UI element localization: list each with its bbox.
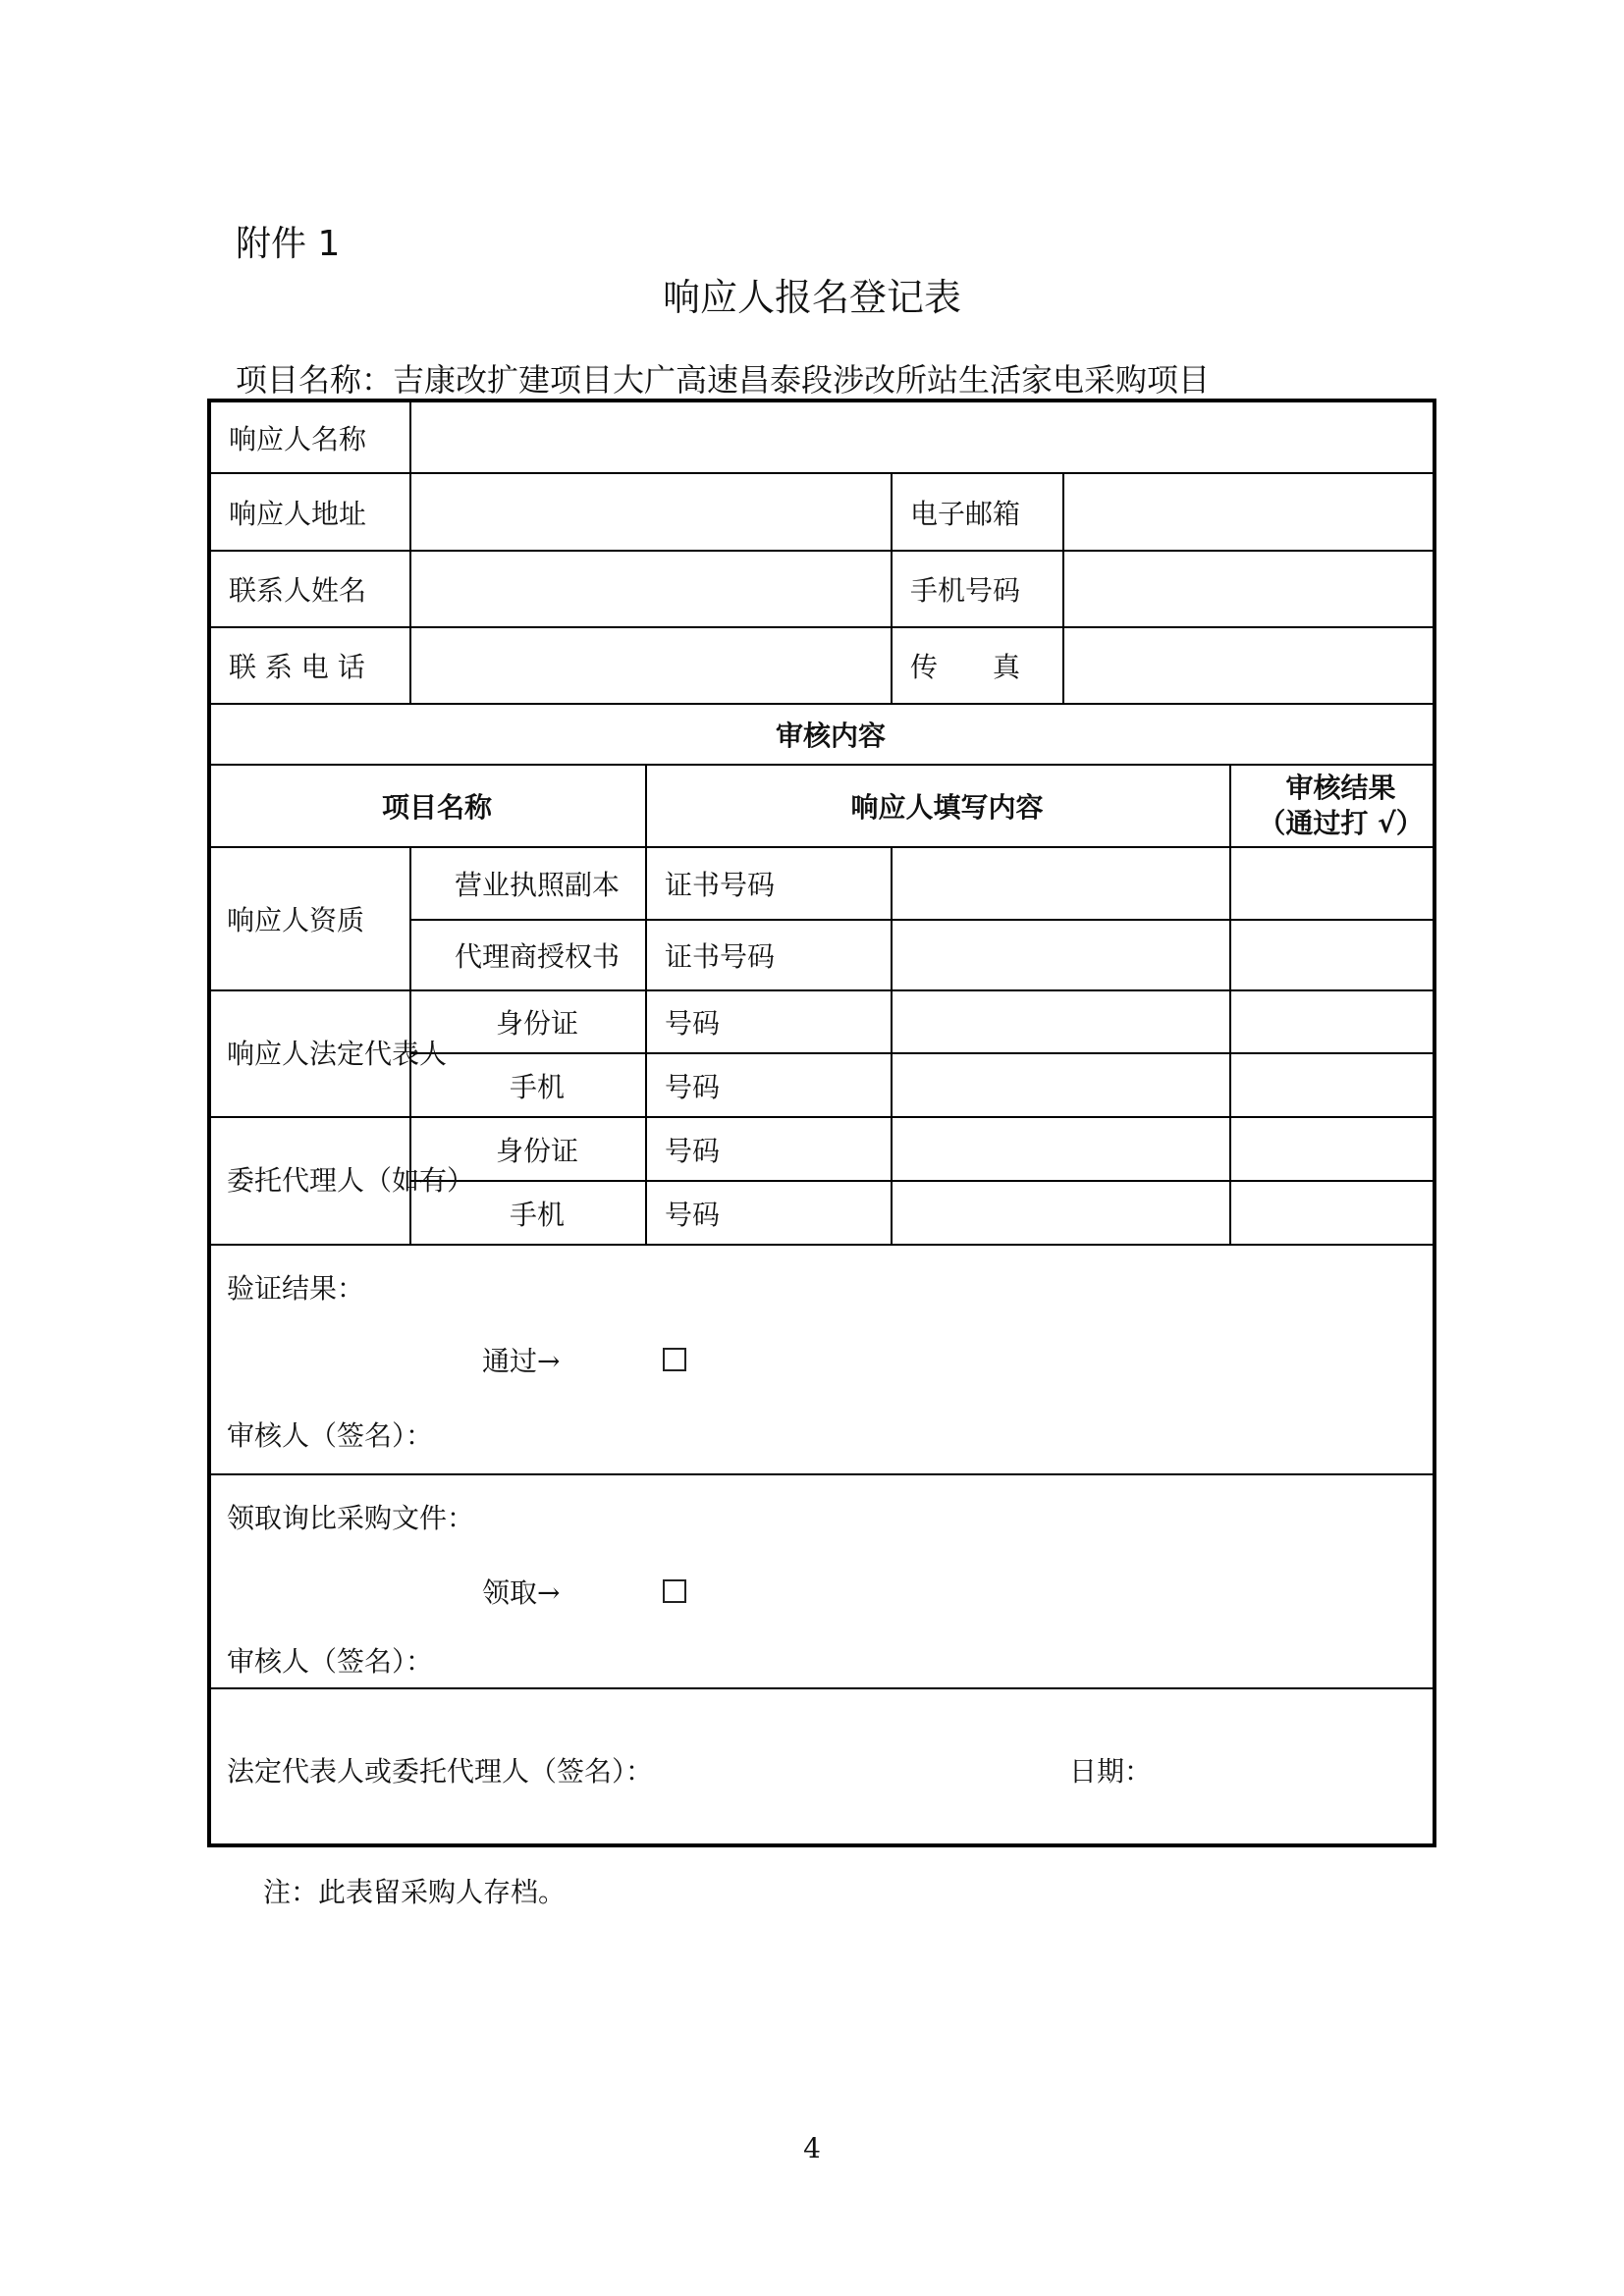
form-title: 响应人报名登记表: [662, 276, 961, 319]
verification-option-label: 通过→: [482, 1345, 561, 1377]
respondent-name-input[interactable]: [410, 400, 1435, 473]
row-signature: [209, 1688, 1435, 1845]
signature-label: 法定代表人或委托代理人（签名）：: [227, 1755, 654, 1788]
item-value-input[interactable]: [892, 847, 1230, 920]
email-input[interactable]: [1063, 473, 1435, 551]
pass-checkbox[interactable]: [663, 1348, 686, 1371]
item-result-cell[interactable]: [1230, 920, 1435, 990]
fax-label: 传 真: [892, 627, 1063, 704]
item-result-cell[interactable]: [1230, 1053, 1435, 1117]
group-label-agent: 委托代理人（如有）: [209, 1117, 410, 1245]
fax-input[interactable]: [1063, 627, 1435, 704]
col-header-result-line2: （通过打 √）: [1258, 807, 1424, 839]
page-number: 4: [803, 2132, 821, 2164]
respondent-address-label: 响应人地址: [209, 473, 410, 551]
col-header-project: 项目名称: [209, 765, 646, 847]
item-field-label: 号码: [646, 990, 892, 1053]
row-review-header: [209, 765, 1435, 847]
row-review-title: [209, 704, 1435, 765]
signature-section: [209, 1688, 1435, 1845]
item-field-label: 号码: [646, 1053, 892, 1117]
contact-name-label: 联系人姓名: [209, 551, 410, 627]
row-contact-mobile: [209, 551, 1435, 627]
row-address-email: [209, 473, 1435, 551]
date-label: 日期：: [1069, 1755, 1153, 1788]
item-value-input[interactable]: [892, 920, 1230, 990]
collection-reviewer-label: 审核人（签名）：: [227, 1645, 434, 1678]
item-name: 身份证: [410, 1117, 646, 1181]
item-name: 手机: [410, 1181, 646, 1245]
item-name: 营业执照副本: [410, 847, 646, 920]
group-label-legal-rep: 响应人法定代表人: [209, 990, 410, 1117]
verification-reviewer-label: 审核人（签名）：: [227, 1419, 434, 1452]
item-value-input[interactable]: [892, 1053, 1230, 1117]
item-field-label: 证书号码: [646, 847, 892, 920]
item-value-input[interactable]: [892, 990, 1230, 1053]
review-section-title: 审核内容: [209, 704, 1435, 765]
attachment-label: 附件 1: [236, 224, 341, 264]
mobile-number-input[interactable]: [1063, 551, 1435, 627]
contact-name-input[interactable]: [410, 551, 892, 627]
group-label-qualification: 响应人资质: [209, 847, 410, 990]
item-result-cell[interactable]: [1230, 847, 1435, 920]
row-phone-fax: [209, 627, 1435, 704]
verification-title: 验证结果：: [227, 1272, 365, 1305]
item-field-label: 证书号码: [646, 920, 892, 990]
collection-title: 领取询比采购文件：: [227, 1502, 475, 1534]
row-verification: [209, 1245, 1435, 1474]
row-collection: [209, 1474, 1435, 1688]
item-name: 身份证: [410, 990, 646, 1053]
item-value-input[interactable]: [892, 1117, 1230, 1181]
verification-section: [209, 1245, 1435, 1474]
item-name: 手机: [410, 1053, 646, 1117]
item-field-label: 号码: [646, 1117, 892, 1181]
col-header-result: [1230, 765, 1435, 847]
contact-phone-label: 联 系 电 话: [209, 627, 410, 704]
row-respondent-name: [209, 400, 1435, 473]
mobile-number-label: 手机号码: [892, 551, 1063, 627]
table-row: [209, 990, 1435, 1053]
col-header-result-line1: 审核结果: [1285, 772, 1396, 804]
footnote: 注：此表留采购人存档。: [263, 1876, 567, 1908]
item-result-cell[interactable]: [1230, 990, 1435, 1053]
table-row: [209, 847, 1435, 920]
item-value-input[interactable]: [892, 1181, 1230, 1245]
email-label: 电子邮箱: [892, 473, 1063, 551]
contact-phone-input[interactable]: [410, 627, 892, 704]
respondent-address-input[interactable]: [410, 473, 892, 551]
item-field-label: 号码: [646, 1181, 892, 1245]
collection-section: [209, 1474, 1435, 1688]
col-header-fill: 响应人填写内容: [646, 765, 1230, 847]
collection-option-label: 领取→: [482, 1576, 561, 1609]
item-result-cell[interactable]: [1230, 1117, 1435, 1181]
item-name: 代理商授权书: [410, 920, 646, 990]
table-row: [209, 1117, 1435, 1181]
collect-checkbox[interactable]: [663, 1579, 686, 1603]
item-result-cell[interactable]: [1230, 1181, 1435, 1245]
registration-table: [207, 399, 1436, 1847]
project-name-line: 项目名称：吉康改扩建项目大广高速昌泰段涉改所站生活家电采购项目: [236, 361, 1211, 399]
respondent-name-label: 响应人名称: [209, 400, 410, 473]
